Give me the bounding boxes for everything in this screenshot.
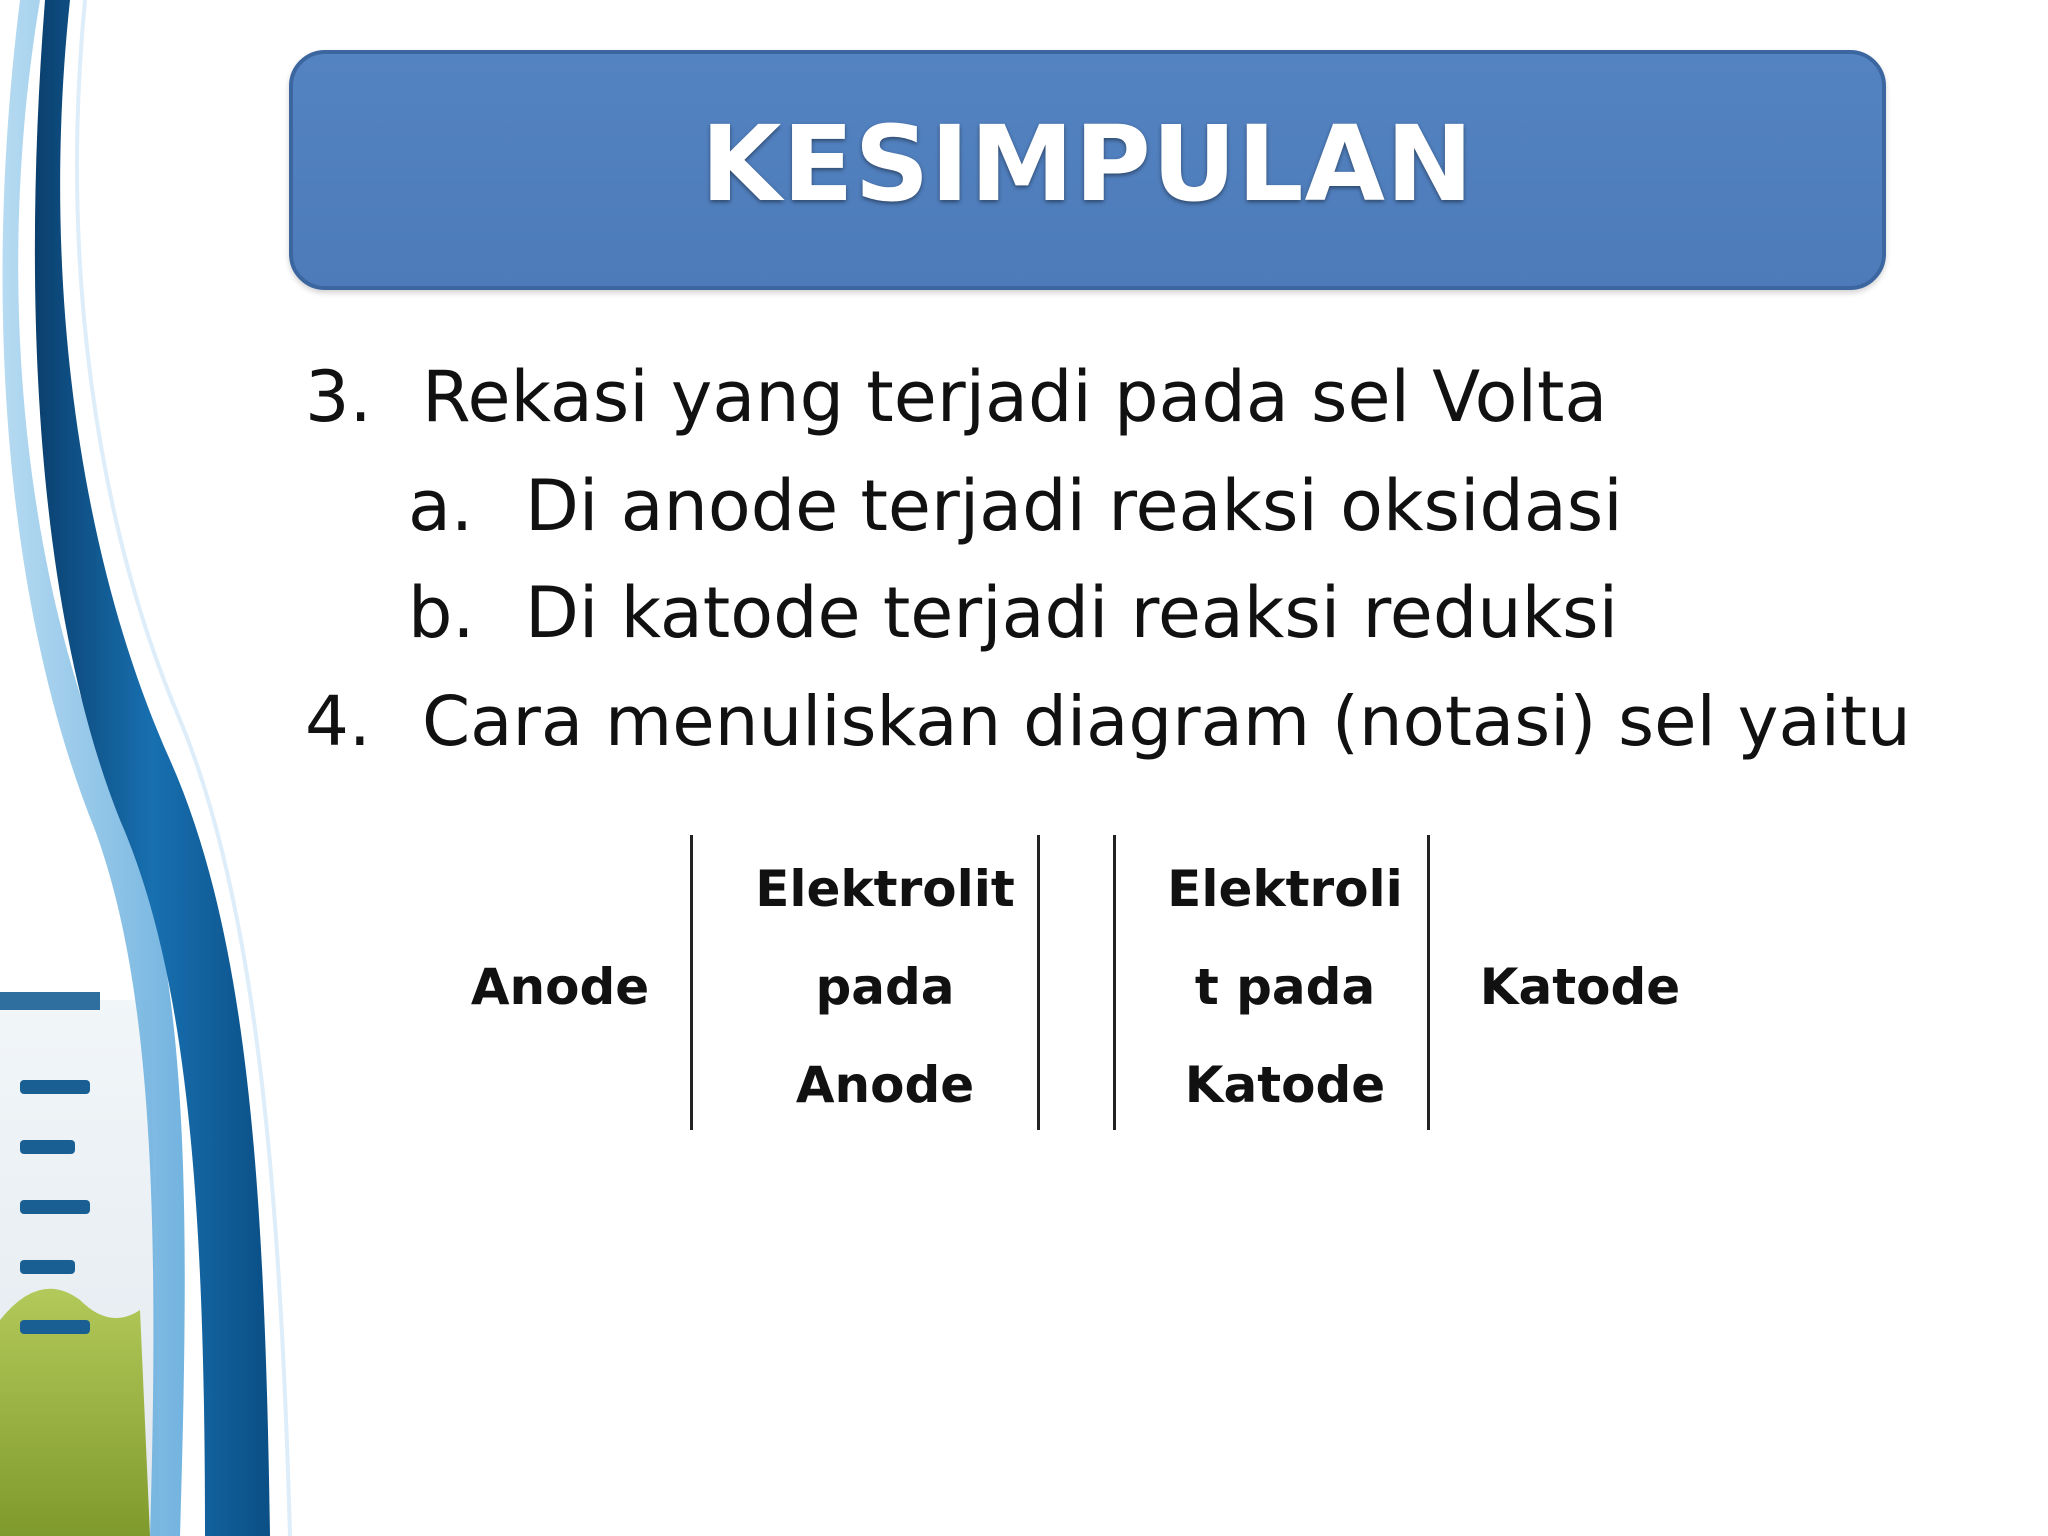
list-number: 4. xyxy=(305,682,371,762)
phase-boundary-line xyxy=(1427,835,1430,1130)
title-banner xyxy=(289,50,1886,290)
list-number: 3. xyxy=(305,356,372,438)
notation-elektrolit-anode-line-2: pada xyxy=(815,958,955,1016)
salt-bridge-line-right xyxy=(1113,835,1116,1130)
notation-elektrolit-katode-line-2: t pada xyxy=(1194,958,1376,1016)
phase-boundary-line xyxy=(690,835,693,1130)
list-text: Cara menuliskan diagram (notasi) sel yaitu xyxy=(422,682,1911,762)
notation-elektrolit-anode-line-3: Anode xyxy=(795,1056,975,1114)
notation-elektrolit-anode-line-1: Elektrolit xyxy=(755,860,1015,918)
notation-elektrolit-katode-line-1: Elektroli xyxy=(1167,860,1403,918)
list-text: Rekasi yang terjadi pada sel Volta xyxy=(422,356,1608,438)
list-text: Di katode terjadi reaksi reduksi xyxy=(525,572,1619,654)
beaker-swoosh-decoration xyxy=(0,0,320,1536)
list-number: a. xyxy=(408,465,474,547)
list-number: b. xyxy=(408,572,475,654)
notation-anode: Anode xyxy=(470,958,650,1016)
notation-katode: Katode xyxy=(1479,958,1681,1016)
list-text: Di anode terjadi reaksi oksidasi xyxy=(525,465,1623,547)
notation-elektrolit-katode-line-3: Katode xyxy=(1184,1056,1386,1114)
slide-title: KESIMPULAN xyxy=(700,103,1475,225)
salt-bridge-line-left xyxy=(1037,835,1040,1130)
